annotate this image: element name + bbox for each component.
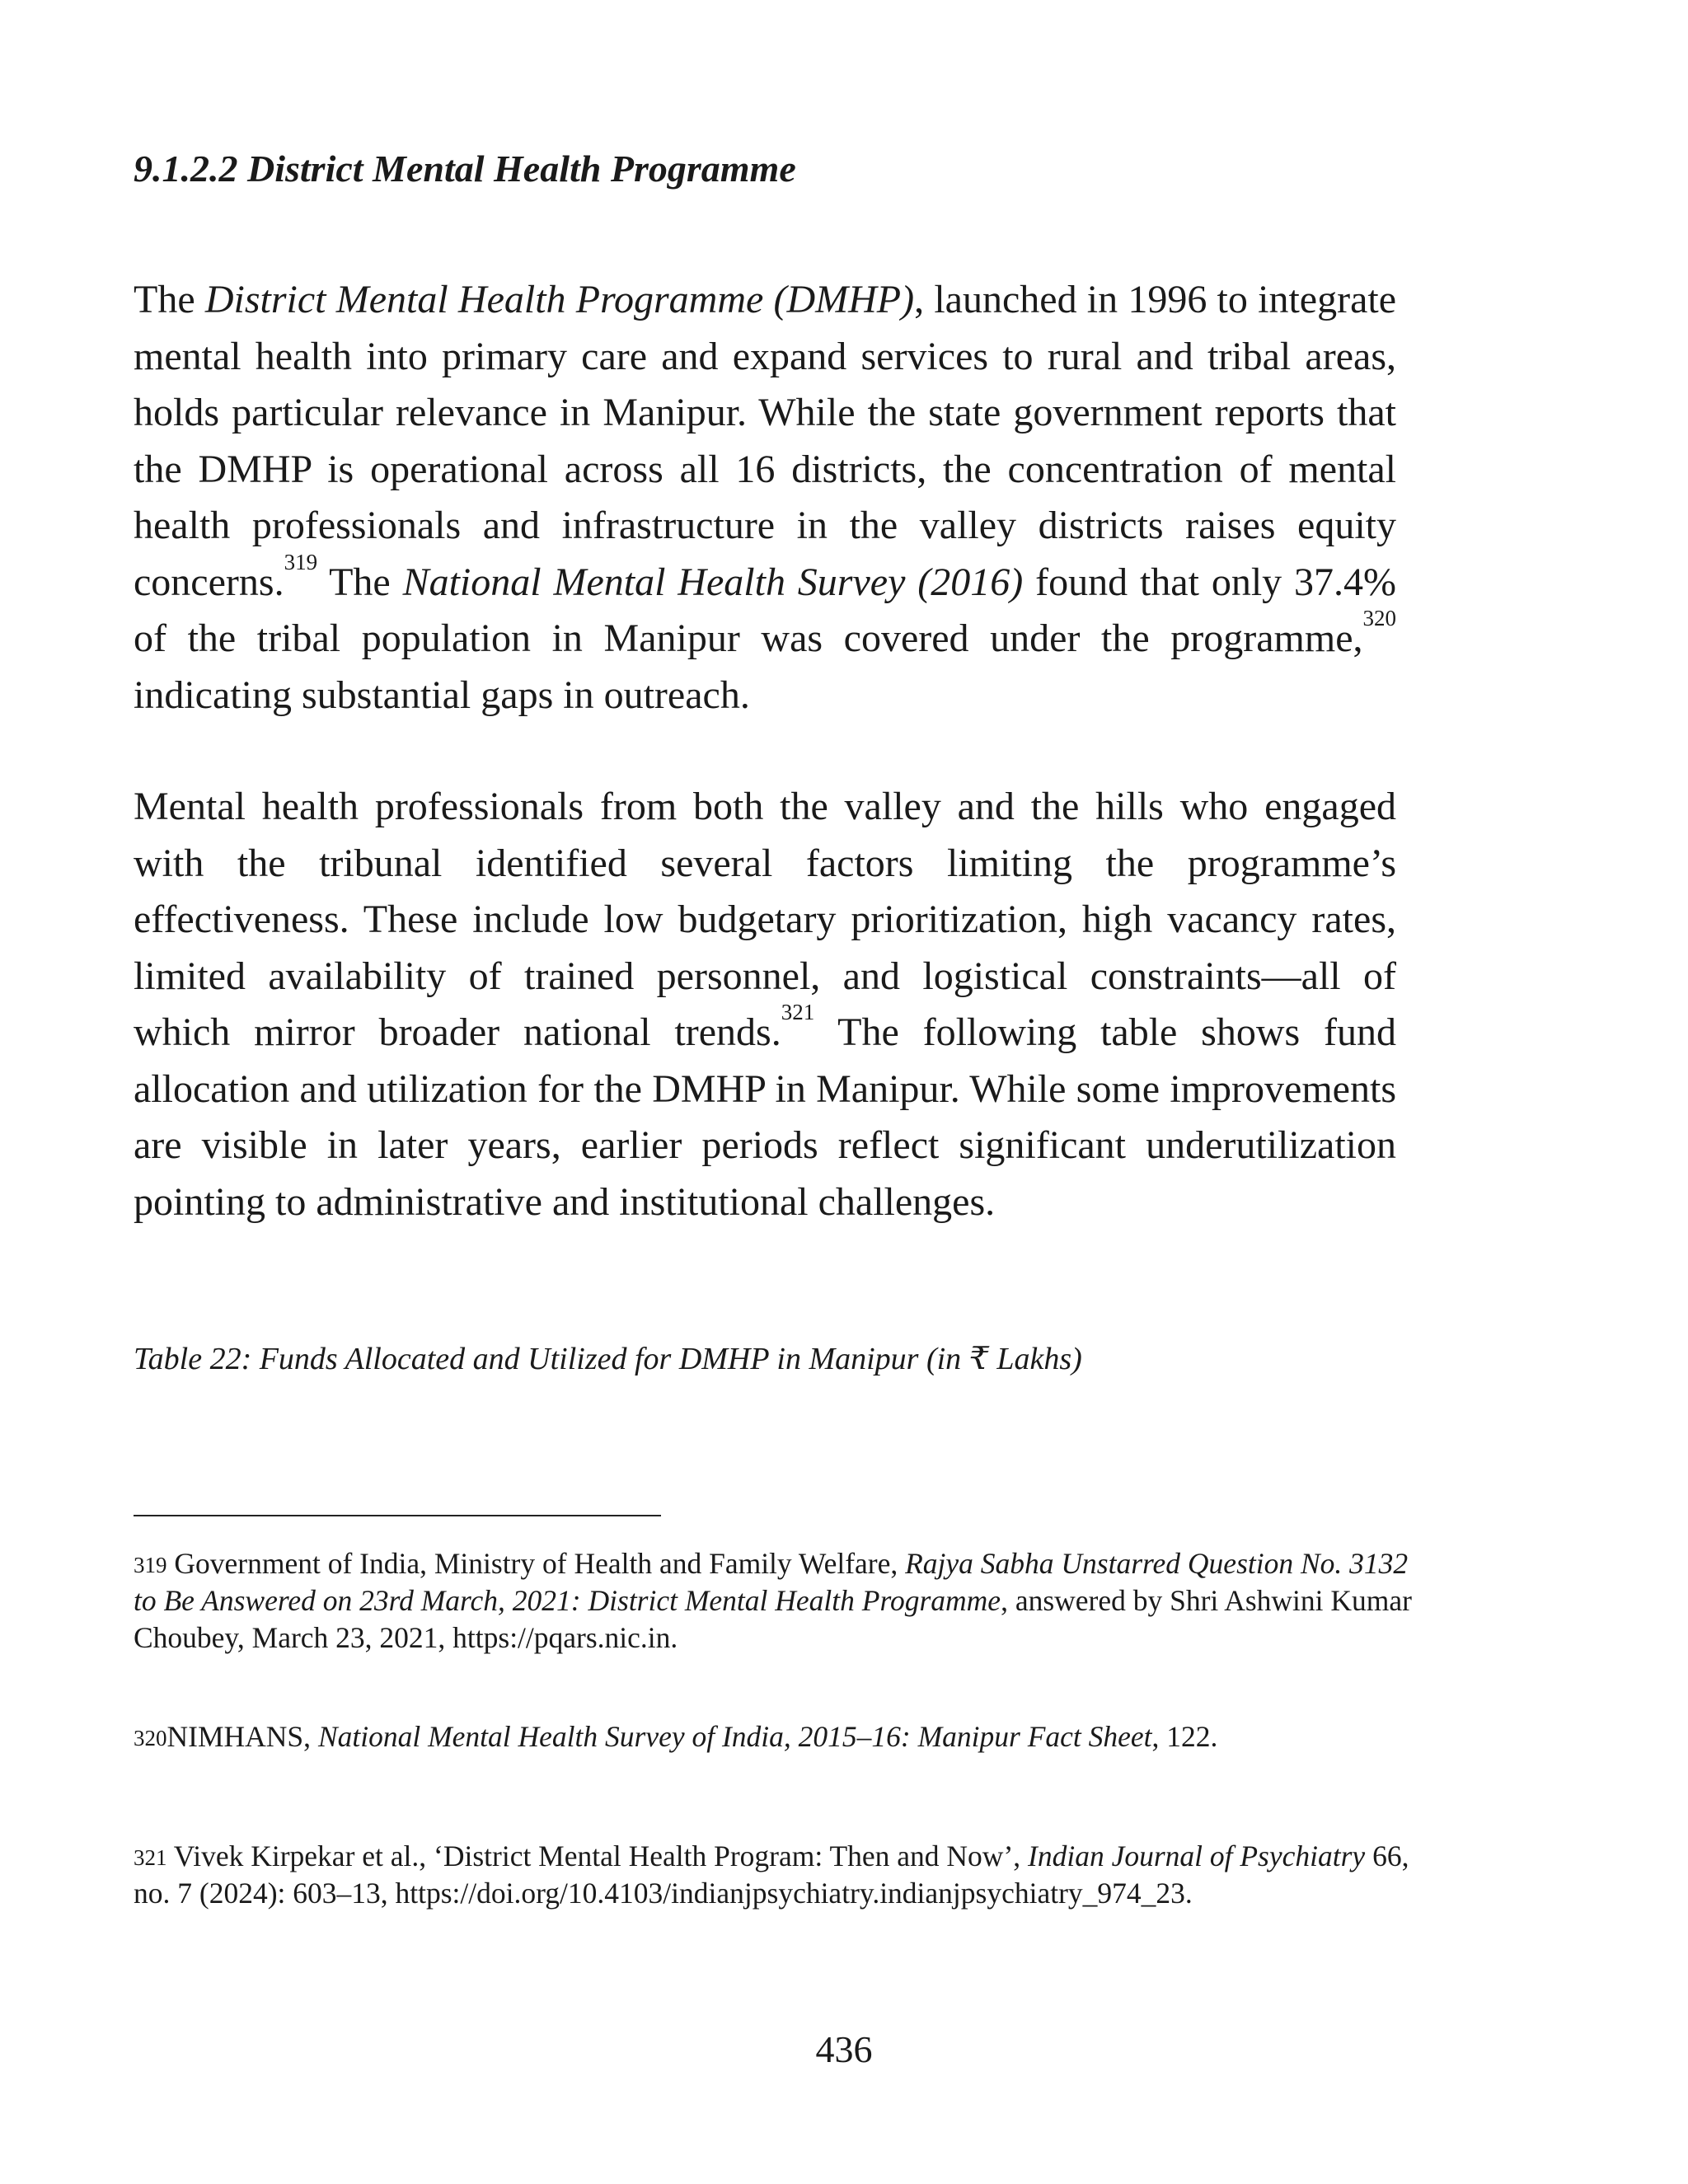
footnote-321: [134, 1838, 1419, 1912]
text: 66, no. 7 (2024): 603–13, https://doi.org/10.4103/indianjpsychiatry.indianjpsychiatry_974_23.: [134, 1840, 1409, 1910]
section-heading: 9.1.2.2 District Mental Health Programme: [134, 148, 796, 190]
paragraph-dmhp-intro: [134, 272, 1396, 724]
text: , answered by Shri Ashwini Kumar Choubey, March 23, 2021, https://pqars.nic.in.: [134, 1584, 1412, 1654]
text: indicating substantial gaps in outreach.: [134, 673, 750, 717]
table-caption: Table 22: Funds Allocated and Utilized for DMHP in Manipur (in ₹ Lakhs): [134, 1342, 1082, 1376]
footnote-ref-321[interactable]: 321: [781, 1000, 815, 1024]
text: The: [134, 278, 205, 321]
footnote-number: 321: [134, 1845, 167, 1870]
footnote-320: [134, 1718, 1419, 1755]
paragraph-limiting-factors: [134, 779, 1396, 1230]
text: , launched in 1996 to integrate mental health into primary care and expand services to rural and tribal areas, holds particular relevance in Manipur. While the state government reports that the DMHP is operational across all 16 districts, the concentration of mental health professionals and infrastructure in the valley districts raises equity concerns.: [134, 278, 1397, 604]
text: NIMHANS,: [166, 1720, 318, 1753]
text-italic: District Mental Health Programme (DMHP): [204, 278, 915, 321]
text: found that only 37.4% of the tribal population in Manipur was covered under the programme,: [134, 560, 1397, 660]
footnote-number: 320: [134, 1726, 167, 1750]
text-italic: Rajya Sabha Unstarred Question No. 3132 to Be Answered on 23rd March, 2021: District Mental Health Programme: [134, 1547, 1409, 1617]
footnote-number: 319: [134, 1553, 167, 1577]
text-italic: National Mental Health Survey of India, 2015–16: Manipur Fact Sheet: [317, 1720, 1152, 1753]
text: Government of India, Ministry of Health and Family Welfare,: [166, 1547, 906, 1580]
text: The following table shows fund allocation and utilization for the DMHP in Manipur. While some improvements are visible in later years, earlier periods reflect significant underutilization pointing to administrative and institutional challenges.: [134, 1010, 1396, 1224]
text: Vivek Kirpekar et al., ‘District Mental Health Program: Then and Now’,: [166, 1840, 1029, 1872]
text: Mental health professionals from both the valley and the hills who engaged with the tribunal identified several factors limiting the programme’s effectiveness. These include low budgetary prioritization, high vacancy rates, limited availability of trained personnel, and logistical constraints—all of which mirror broader national trends.: [134, 785, 1396, 1054]
footnote-ref-319[interactable]: 319: [284, 549, 318, 574]
footnote-319: [134, 1545, 1419, 1657]
page-number: 436: [815, 2028, 873, 2070]
text: The: [317, 560, 403, 604]
footnote-ref-320[interactable]: 320: [1362, 606, 1396, 630]
text: , 122.: [1151, 1720, 1218, 1753]
text-italic: National Mental Health Survey (2016): [402, 560, 1024, 604]
footnote-separator: [134, 1515, 661, 1516]
text-italic: Indian Journal of Psychiatry: [1028, 1840, 1366, 1872]
